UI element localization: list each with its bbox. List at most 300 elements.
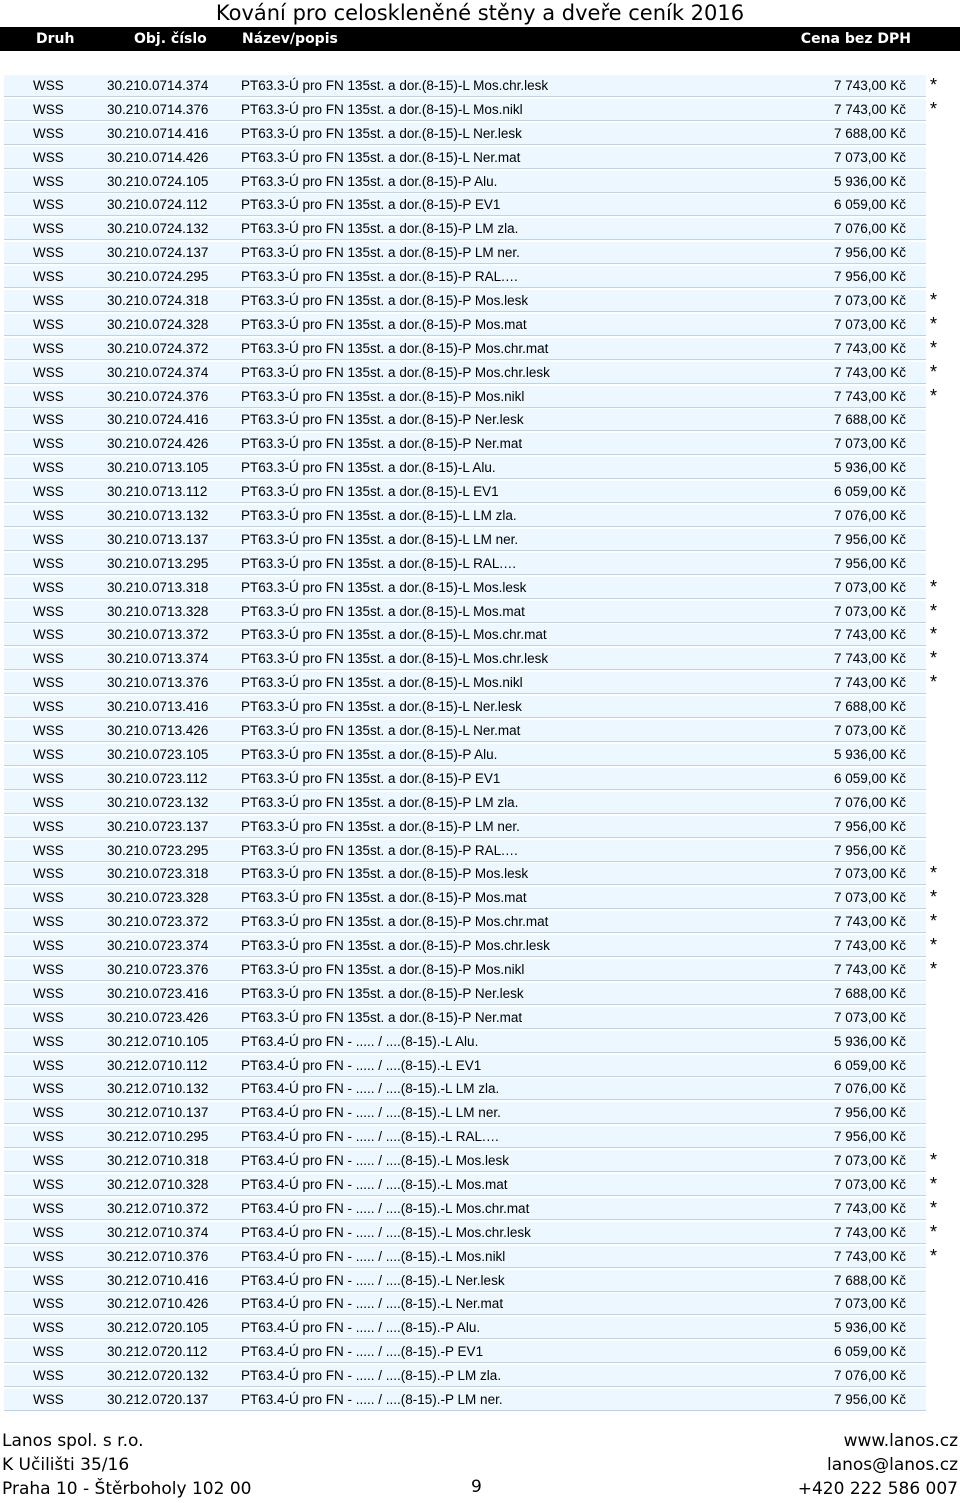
table-row	[0, 1101, 960, 1125]
cell-obj-cislo: 30.212.0710.374	[107, 1224, 209, 1240]
table-row	[0, 719, 960, 743]
cell-nazev: PT63.3-Ú pro FN 135st. a dor.(8-15)-P LM zla.	[241, 221, 519, 237]
cell-nazev: PT63.3-Ú pro FN 135st. a dor.(8-15)-P Ner.mat	[241, 436, 523, 452]
cell-obj-cislo: 30.210.0714.376	[107, 101, 209, 117]
cell-obj-cislo: 30.210.0713.372	[107, 627, 209, 643]
table-row	[0, 193, 960, 217]
cell-star: *	[930, 911, 938, 932]
table-row	[0, 1197, 960, 1221]
cell-nazev: PT63.3-Ú pro FN 135st. a dor.(8-15)-L Mos.chr.mat	[241, 627, 547, 643]
cell-obj-cislo: 30.212.0720.105	[107, 1320, 209, 1336]
table-row	[0, 265, 960, 289]
cell-druh: WSS	[33, 961, 64, 977]
cell-druh: WSS	[33, 1296, 64, 1312]
cell-druh: WSS	[33, 531, 64, 547]
cell-price: 7 076,00 Kč	[833, 1081, 906, 1097]
table-row	[0, 886, 960, 910]
table-row	[0, 504, 960, 528]
table-row	[0, 647, 960, 671]
cell-nazev: PT63.3-Ú pro FN 135st. a dor.(8-15)-L Mos.lesk	[241, 579, 527, 595]
cell-druh: WSS	[33, 579, 64, 595]
cell-nazev: PT63.3-Ú pro FN 135st. a dor.(8-15)-L Ner.lesk	[241, 125, 522, 141]
cell-price: 7 743,00 Kč	[833, 78, 906, 93]
table-row	[0, 791, 960, 815]
cell-obj-cislo: 30.212.0710.376	[107, 1248, 209, 1264]
table-row	[0, 839, 960, 863]
cell-price: 7 076,00 Kč	[833, 1368, 906, 1384]
table-row	[0, 934, 960, 958]
cell-price: 7 688,00 Kč	[833, 985, 906, 1001]
cell-obj-cislo: 30.210.0713.416	[107, 699, 209, 715]
cell-druh: WSS	[33, 269, 64, 285]
cell-nazev: PT63.3-Ú pro FN 135st. a dor.(8-15)-P Mos.chr.lesk	[241, 938, 550, 954]
table-row	[0, 1125, 960, 1149]
table-row	[0, 576, 960, 600]
cell-druh: WSS	[33, 603, 64, 619]
table-row	[0, 958, 960, 982]
table-row	[0, 74, 960, 98]
cell-price: 7 956,00 Kč	[833, 818, 906, 834]
cell-price: 7 743,00 Kč	[833, 101, 906, 117]
cell-obj-cislo: 30.210.0724.112	[107, 197, 208, 213]
cell-price: 7 743,00 Kč	[833, 651, 906, 667]
table-row	[0, 1245, 960, 1269]
cell-druh: WSS	[33, 770, 64, 786]
table-row	[0, 385, 960, 409]
cell-nazev: PT63.3-Ú pro FN 135st. a dor.(8-15)-L Mos.chr.lesk	[241, 78, 549, 93]
cell-price: 7 743,00 Kč	[833, 1248, 906, 1264]
cell-price: 5 936,00 Kč	[833, 1320, 906, 1336]
table-row	[0, 217, 960, 241]
table-row	[0, 1149, 960, 1173]
cell-nazev: PT63.4-Ú pro FN - ..... / ....(8-15).-L Ner.lesk	[241, 1272, 505, 1288]
cell-obj-cislo: 30.210.0723.318	[107, 866, 209, 882]
cell-nazev: PT63.4-Ú pro FN - ..... / ....(8-15).-L LM zla.	[241, 1081, 500, 1097]
document-title: Kování pro celoskleněné stěny a dveře ceník 2016	[215, 1, 745, 25]
table-row	[0, 337, 960, 361]
cell-price: 7 956,00 Kč	[833, 1105, 906, 1121]
cell-obj-cislo: 30.210.0724.372	[107, 340, 209, 356]
table-row	[0, 743, 960, 767]
cell-nazev: PT63.4-Ú pro FN - ..... / ....(8-15).-L Mos.chr.lesk	[241, 1224, 531, 1240]
cell-nazev: PT63.3-Ú pro FN 135st. a dor.(8-15)-P Alu.	[241, 173, 498, 189]
cell-druh: WSS	[33, 149, 64, 165]
cell-druh: WSS	[33, 508, 64, 524]
table-row	[0, 122, 960, 146]
cell-price: 7 956,00 Kč	[833, 245, 906, 261]
cell-obj-cislo: 30.212.0710.416	[107, 1272, 209, 1288]
cell-nazev: PT63.4-Ú pro FN - ..... / ....(8-15).-L Mos.mat	[241, 1176, 508, 1192]
cell-star: *	[930, 648, 938, 669]
table-row	[0, 815, 960, 839]
cell-price: 6 059,00 Kč	[833, 484, 906, 500]
table-row	[0, 767, 960, 791]
cell-obj-cislo: 30.210.0714.426	[107, 149, 209, 165]
cell-nazev: PT63.4-Ú pro FN - ..... / ....(8-15).-P EV1	[241, 1344, 484, 1360]
cell-price: 7 743,00 Kč	[833, 388, 906, 404]
table-row	[0, 98, 960, 122]
cell-price: 7 956,00 Kč	[833, 1129, 906, 1145]
cell-price: 7 743,00 Kč	[833, 627, 906, 643]
cell-star: *	[930, 385, 938, 406]
cell-nazev: PT63.4-Ú pro FN - ..... / ....(8-15).-L Mos.lesk	[241, 1153, 510, 1169]
cell-nazev: PT63.3-Ú pro FN 135st. a dor.(8-15)-P EV1	[241, 770, 501, 786]
table-row	[0, 241, 960, 265]
cell-druh: WSS	[33, 173, 64, 189]
cell-price: 7 956,00 Kč	[833, 555, 906, 571]
cell-druh: WSS	[33, 1224, 64, 1240]
footer-street: K Učilišti 35/16	[2, 1455, 130, 1475]
cell-druh: WSS	[33, 1248, 64, 1264]
cell-price: 7 073,00 Kč	[833, 293, 906, 309]
cell-nazev: PT63.3-Ú pro FN 135st. a dor.(8-15)-P LM ner.	[241, 818, 520, 834]
page-number: 9	[471, 1477, 482, 1497]
cell-price: 7 956,00 Kč	[833, 531, 906, 547]
cell-star: *	[930, 600, 938, 621]
cell-druh: WSS	[33, 866, 64, 882]
cell-obj-cislo: 30.210.0714.416	[107, 125, 209, 141]
cell-obj-cislo: 30.210.0724.295	[107, 269, 209, 285]
table-row	[0, 982, 960, 1006]
cell-druh: WSS	[33, 938, 64, 954]
cell-nazev: PT63.3-Ú pro FN 135st. a dor.(8-15)-L Mos.nikl	[241, 101, 523, 117]
cell-druh: WSS	[33, 1200, 64, 1216]
table-row	[0, 528, 960, 552]
cell-druh: WSS	[33, 890, 64, 906]
cell-obj-cislo: 30.210.0724.105	[107, 173, 209, 189]
cell-star: *	[930, 576, 938, 597]
cell-obj-cislo: 30.210.0713.137	[107, 531, 209, 547]
cell-obj-cislo: 30.212.0710.132	[107, 1081, 209, 1097]
cell-nazev: PT63.3-Ú pro FN 135st. a dor.(8-15)-L LM ner.	[241, 531, 519, 547]
cell-druh: WSS	[33, 1176, 64, 1192]
cell-obj-cislo: 30.210.0723.416	[107, 985, 209, 1001]
table-row	[0, 313, 960, 337]
cell-obj-cislo: 30.212.0720.132	[107, 1368, 209, 1384]
cell-druh: WSS	[33, 675, 64, 691]
cell-druh: WSS	[33, 699, 64, 715]
table-row	[0, 361, 960, 385]
cell-druh: WSS	[33, 1009, 64, 1025]
cell-price: 7 073,00 Kč	[833, 1296, 906, 1312]
cell-nazev: PT63.3-Ú pro FN 135st. a dor.(8-15)-P Mos.nikl	[241, 388, 525, 404]
cell-obj-cislo: 30.210.0724.328	[107, 316, 209, 332]
cell-druh: WSS	[33, 316, 64, 332]
table-row	[0, 1388, 960, 1412]
cell-price: 7 743,00 Kč	[833, 914, 906, 930]
cell-druh: WSS	[33, 818, 64, 834]
cell-obj-cislo: 30.210.0724.426	[107, 436, 209, 452]
cell-nazev: PT63.4-Ú pro FN - ..... / ....(8-15).-L Ner.mat	[241, 1296, 504, 1312]
cell-druh: WSS	[33, 412, 64, 428]
cell-star: *	[930, 361, 938, 382]
cell-druh: WSS	[33, 1129, 64, 1145]
cell-obj-cislo: 30.210.0713.376	[107, 675, 209, 691]
table-header	[0, 27, 960, 51]
cell-price: 7 076,00 Kč	[833, 794, 906, 810]
cell-nazev: PT63.3-Ú pro FN 135st. a dor.(8-15)-P Alu.	[241, 746, 498, 762]
cell-obj-cislo: 30.210.0713.132	[107, 508, 209, 524]
cell-druh: WSS	[33, 436, 64, 452]
table-row	[0, 671, 960, 695]
cell-obj-cislo: 30.212.0710.426	[107, 1296, 209, 1312]
cell-price: 7 688,00 Kč	[833, 699, 906, 715]
cell-price: 6 059,00 Kč	[833, 1057, 906, 1073]
cell-druh: WSS	[33, 221, 64, 237]
table-row	[0, 1292, 960, 1316]
table-row	[0, 1173, 960, 1197]
cell-nazev: PT63.4-Ú pro FN - ..... / ....(8-15).-L Mos.chr.mat	[241, 1200, 530, 1216]
cell-obj-cislo: 30.210.0723.295	[107, 842, 209, 858]
cell-nazev: PT63.4-Ú pro FN - ..... / ....(8-15).-L LM ner.	[241, 1105, 501, 1121]
cell-price: 5 936,00 Kč	[833, 173, 906, 189]
cell-druh: WSS	[33, 746, 64, 762]
cell-price: 6 059,00 Kč	[833, 770, 906, 786]
cell-obj-cislo: 30.210.0723.105	[107, 746, 209, 762]
cell-druh: WSS	[33, 388, 64, 404]
cell-obj-cislo: 30.210.0713.426	[107, 723, 209, 739]
cell-obj-cislo: 30.210.0713.295	[107, 555, 209, 571]
cell-obj-cislo: 30.210.0723.372	[107, 914, 209, 930]
cell-nazev: PT63.3-Ú pro FN 135st. a dor.(8-15)-L Alu.	[241, 460, 496, 476]
cell-druh: WSS	[33, 627, 64, 643]
cell-obj-cislo: 30.210.0724.132	[107, 221, 209, 237]
cell-obj-cislo: 30.212.0710.105	[107, 1033, 209, 1049]
cell-obj-cislo: 30.210.0724.374	[107, 364, 209, 380]
cell-star: *	[930, 313, 938, 334]
cell-druh: WSS	[33, 1391, 64, 1407]
cell-price: 7 073,00 Kč	[833, 1153, 906, 1169]
cell-star: *	[930, 958, 938, 979]
table-row	[0, 289, 960, 313]
cell-star: *	[930, 75, 938, 95]
cell-nazev: PT63.3-Ú pro FN 135st. a dor.(8-15)-P Ner.lesk	[241, 985, 524, 1001]
table-row	[0, 1054, 960, 1078]
table-row	[0, 1364, 960, 1388]
table-row	[0, 1221, 960, 1245]
cell-druh: WSS	[33, 555, 64, 571]
cell-nazev: PT63.4-Ú pro FN - ..... / ....(8-15).-L RAL.…	[241, 1129, 500, 1145]
table-row	[0, 623, 960, 647]
cell-druh: WSS	[33, 245, 64, 261]
footer-email: lanos@lanos.cz	[826, 1455, 958, 1475]
cell-price: 7 073,00 Kč	[833, 866, 906, 882]
cell-obj-cislo: 30.212.0720.112	[107, 1344, 208, 1360]
cell-price: 7 743,00 Kč	[833, 1224, 906, 1240]
cell-nazev: PT63.3-Ú pro FN 135st. a dor.(8-15)-P Ner.mat	[241, 1009, 523, 1025]
cell-obj-cislo: 30.212.0710.372	[107, 1200, 209, 1216]
table-row	[0, 456, 960, 480]
cell-nazev: PT63.3-Ú pro FN 135st. a dor.(8-15)-L Ner.mat	[241, 149, 521, 165]
cell-price: 7 073,00 Kč	[833, 1176, 906, 1192]
cell-druh: WSS	[33, 364, 64, 380]
cell-price: 7 073,00 Kč	[833, 436, 906, 452]
table-row	[0, 1006, 960, 1030]
cell-price: 7 076,00 Kč	[833, 508, 906, 524]
cell-druh: WSS	[33, 842, 64, 858]
table-row	[0, 1030, 960, 1054]
table-row	[0, 695, 960, 719]
cell-price: 5 936,00 Kč	[833, 746, 906, 762]
header-druh: Druh	[36, 31, 75, 47]
cell-star: *	[930, 1245, 938, 1266]
cell-star: *	[930, 624, 938, 645]
cell-price: 7 688,00 Kč	[833, 412, 906, 428]
cell-nazev: PT63.3-Ú pro FN 135st. a dor.(8-15)-P Mos.nikl	[241, 961, 525, 977]
cell-obj-cislo: 30.210.0713.318	[107, 579, 209, 595]
cell-obj-cislo: 30.210.0724.416	[107, 412, 209, 428]
cell-obj-cislo: 30.210.0723.132	[107, 794, 209, 810]
cell-obj-cislo: 30.212.0710.112	[107, 1057, 208, 1073]
price-table	[0, 74, 960, 1412]
cell-price: 7 688,00 Kč	[833, 1272, 906, 1288]
cell-obj-cislo: 30.210.0713.328	[107, 603, 209, 619]
table-row	[0, 1269, 960, 1293]
cell-price: 7 956,00 Kč	[833, 842, 906, 858]
cell-star: *	[930, 1197, 938, 1218]
cell-obj-cislo: 30.210.0723.376	[107, 961, 209, 977]
cell-nazev: PT63.4-Ú pro FN - ..... / ....(8-15).-P LM ner.	[241, 1391, 503, 1407]
cell-nazev: PT63.3-Ú pro FN 135st. a dor.(8-15)-P Ner.lesk	[241, 412, 524, 428]
cell-star: *	[930, 887, 938, 908]
cell-druh: WSS	[33, 460, 64, 476]
cell-price: 7 956,00 Kč	[833, 269, 906, 285]
cell-obj-cislo: 30.212.0710.137	[107, 1105, 209, 1121]
cell-nazev: PT63.3-Ú pro FN 135st. a dor.(8-15)-P Mos.chr.mat	[241, 914, 549, 930]
cell-druh: WSS	[33, 101, 64, 117]
cell-druh: WSS	[33, 723, 64, 739]
footer-phone: +420 222 586 007	[797, 1479, 958, 1499]
cell-nazev: PT63.3-Ú pro FN 135st. a dor.(8-15)-L Mos.chr.lesk	[241, 651, 549, 667]
table-row	[0, 146, 960, 170]
cell-druh: WSS	[33, 293, 64, 309]
cell-druh: WSS	[33, 1105, 64, 1121]
cell-price: 7 743,00 Kč	[833, 675, 906, 691]
cell-star: *	[930, 337, 938, 358]
cell-druh: WSS	[33, 1153, 64, 1169]
cell-obj-cislo: 30.212.0720.137	[107, 1391, 209, 1407]
cell-nazev: PT63.3-Ú pro FN 135st. a dor.(8-15)-P Mos.lesk	[241, 866, 529, 882]
cell-nazev: PT63.3-Ú pro FN 135st. a dor.(8-15)-P LM zla.	[241, 794, 519, 810]
cell-obj-cislo: 30.210.0723.328	[107, 890, 209, 906]
cell-nazev: PT63.3-Ú pro FN 135st. a dor.(8-15)-L Ner.mat	[241, 723, 521, 739]
cell-price: 7 743,00 Kč	[833, 1200, 906, 1216]
cell-price: 7 743,00 Kč	[833, 340, 906, 356]
header-nazev: Název/popis	[242, 31, 338, 47]
cell-nazev: PT63.3-Ú pro FN 135st. a dor.(8-15)-P Mos.mat	[241, 316, 527, 332]
cell-nazev: PT63.4-Ú pro FN - ..... / ....(8-15).-L Alu.	[241, 1033, 479, 1049]
cell-druh: WSS	[33, 914, 64, 930]
cell-nazev: PT63.3-Ú pro FN 135st. a dor.(8-15)-P EV1	[241, 197, 501, 213]
cell-star: *	[930, 98, 938, 119]
cell-druh: WSS	[33, 1344, 64, 1360]
table-row	[0, 910, 960, 934]
cell-obj-cislo: 30.212.0710.295	[107, 1129, 209, 1145]
cell-druh: WSS	[33, 1057, 64, 1073]
cell-nazev: PT63.3-Ú pro FN 135st. a dor.(8-15)-L EV1	[241, 484, 499, 500]
cell-price: 7 073,00 Kč	[833, 603, 906, 619]
cell-obj-cislo: 30.212.0710.318	[107, 1153, 209, 1169]
cell-nazev: PT63.3-Ú pro FN 135st. a dor.(8-15)-L Ner.lesk	[241, 699, 522, 715]
cell-star: *	[930, 1221, 938, 1242]
cell-obj-cislo: 30.212.0710.328	[107, 1176, 209, 1192]
cell-obj-cislo: 30.210.0723.374	[107, 938, 209, 954]
cell-price: 6 059,00 Kč	[833, 197, 906, 213]
cell-nazev: PT63.4-Ú pro FN - ..... / ....(8-15).-P LM zla.	[241, 1368, 502, 1384]
cell-nazev: PT63.3-Ú pro FN 135st. a dor.(8-15)-P RAL.…	[241, 842, 519, 858]
cell-price: 7 956,00 Kč	[833, 1391, 906, 1407]
cell-obj-cislo: 30.210.0723.137	[107, 818, 209, 834]
cell-druh: WSS	[33, 1272, 64, 1288]
table-row	[0, 480, 960, 504]
table-row	[0, 170, 960, 194]
cell-price: 7 073,00 Kč	[833, 149, 906, 165]
table-row	[0, 1077, 960, 1101]
cell-star: *	[930, 1173, 938, 1194]
cell-star: *	[930, 1150, 938, 1171]
footer-city: Praha 10 - Štěrboholy 102 00	[2, 1479, 252, 1499]
cell-nazev: PT63.3-Ú pro FN 135st. a dor.(8-15)-P Mos.chr.lesk	[241, 364, 550, 380]
cell-obj-cislo: 30.210.0714.374	[107, 78, 209, 93]
cell-nazev: PT63.3-Ú pro FN 135st. a dor.(8-15)-L LM zla.	[241, 508, 517, 524]
cell-star: *	[930, 290, 938, 311]
cell-price: 7 073,00 Kč	[833, 1009, 906, 1025]
cell-price: 7 743,00 Kč	[833, 961, 906, 977]
cell-nazev: PT63.3-Ú pro FN 135st. a dor.(8-15)-L Mos.mat	[241, 603, 525, 619]
cell-druh: WSS	[33, 1033, 64, 1049]
cell-nazev: PT63.3-Ú pro FN 135st. a dor.(8-15)-P Mos.chr.mat	[241, 340, 549, 356]
cell-obj-cislo: 30.210.0723.112	[107, 770, 208, 786]
cell-price: 7 073,00 Kč	[833, 579, 906, 595]
table-row	[0, 408, 960, 432]
table-row	[0, 862, 960, 886]
cell-obj-cislo: 30.210.0713.105	[107, 460, 209, 476]
cell-price: 7 073,00 Kč	[833, 723, 906, 739]
table-row	[0, 1340, 960, 1364]
cell-nazev: PT63.4-Ú pro FN - ..... / ....(8-15).-L Mos.nikl	[241, 1248, 506, 1264]
cell-obj-cislo: 30.210.0724.376	[107, 388, 209, 404]
cell-price: 7 743,00 Kč	[833, 938, 906, 954]
cell-price: 6 059,00 Kč	[833, 1344, 906, 1360]
cell-druh: WSS	[33, 1081, 64, 1097]
header-price: Cena bez DPH	[800, 31, 911, 47]
cell-obj-cislo: 30.210.0713.374	[107, 651, 209, 667]
cell-druh: WSS	[33, 125, 64, 141]
cell-druh: WSS	[33, 651, 64, 667]
cell-druh: WSS	[33, 794, 64, 810]
cell-price: 7 073,00 Kč	[833, 316, 906, 332]
cell-obj-cislo: 30.210.0724.318	[107, 293, 209, 309]
cell-price: 7 076,00 Kč	[833, 221, 906, 237]
table-row	[0, 1316, 960, 1340]
cell-druh: WSS	[33, 1320, 64, 1336]
cell-price: 7 688,00 Kč	[833, 125, 906, 141]
footer-company: Lanos spol. s r.o.	[2, 1431, 144, 1451]
cell-nazev: PT63.3-Ú pro FN 135st. a dor.(8-15)-L Mos.nikl	[241, 675, 523, 691]
cell-star: *	[930, 672, 938, 693]
cell-star: *	[930, 863, 938, 884]
cell-obj-cislo: 30.210.0713.112	[107, 484, 208, 500]
cell-star: *	[930, 935, 938, 956]
cell-nazev: PT63.3-Ú pro FN 135st. a dor.(8-15)-P Mos.mat	[241, 890, 527, 906]
cell-price: 7 743,00 Kč	[833, 364, 906, 380]
cell-price: 5 936,00 Kč	[833, 1033, 906, 1049]
cell-druh: WSS	[33, 197, 64, 213]
cell-price: 7 073,00 Kč	[833, 890, 906, 906]
cell-nazev: PT63.3-Ú pro FN 135st. a dor.(8-15)-P Mos.lesk	[241, 293, 529, 309]
table-row	[0, 552, 960, 576]
cell-druh: WSS	[33, 985, 64, 1001]
